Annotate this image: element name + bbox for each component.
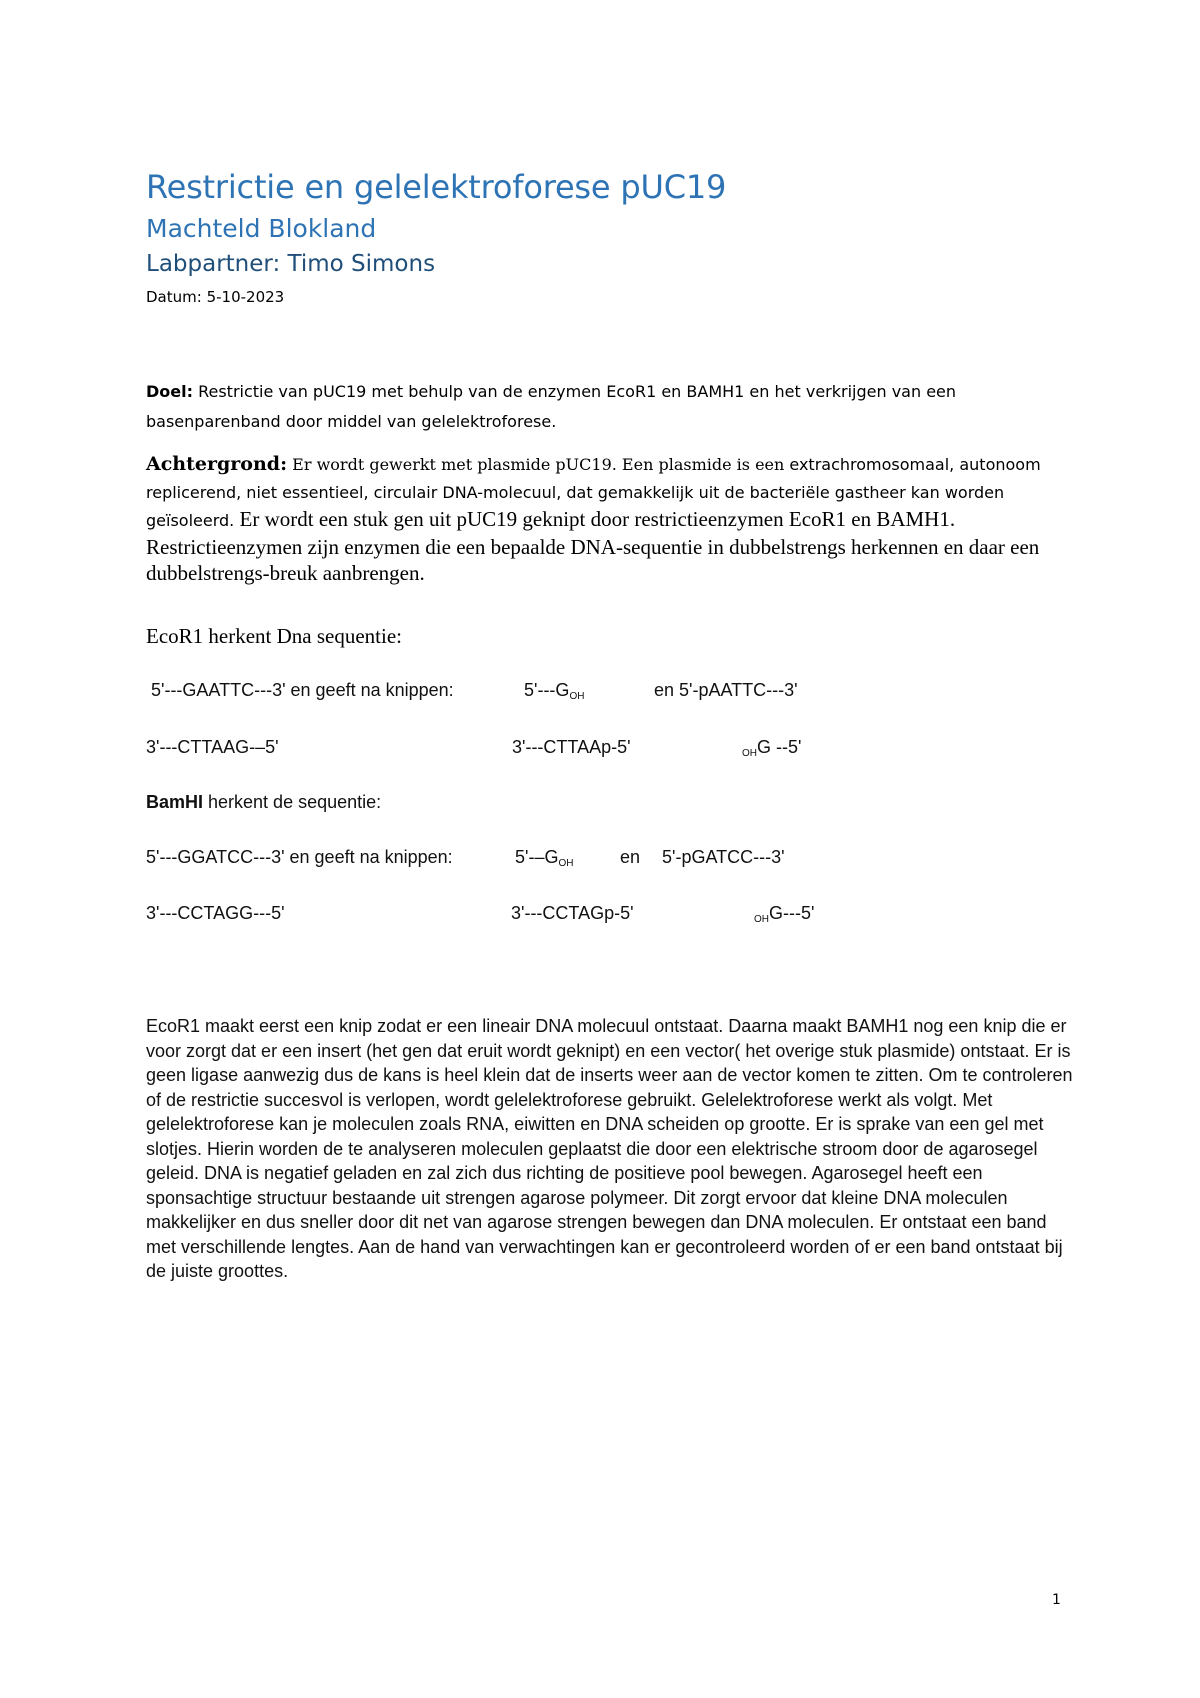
achtergrond-part2: extrachromosomaal, autonoom replicerend, niet essentieel, circulair DNA-molecuul, dat gemakkelijk uit de bacteriële gastheer kan worden geïsoleerd.	[146, 455, 1041, 530]
bamhi-row2-c-sub: OH	[754, 914, 769, 925]
doel-text: Restrictie van pUC19 met behulp van de enzymen EcoR1 en BAMH1 en het verkrijgen van een basenparenband door middel van gelelektroforese.	[146, 382, 957, 431]
ecor1-row2-c: G --5'	[757, 737, 802, 757]
achtergrond-part1: Er wordt gewerkt met plasmide pUC19. Een plasmide is een	[287, 455, 790, 474]
bamhi-row1-and: en	[620, 847, 641, 867]
bamhi-row1-fragment-left	[515, 847, 573, 869]
bamhi-row2-fragment-right	[754, 903, 814, 925]
bamhi-row1-fragment-right: 5'-pGATCC---3'	[662, 847, 785, 867]
page-title: Restrictie en gelelektroforese pUC19	[146, 168, 727, 206]
achtergrond-label: Achtergrond:	[146, 453, 288, 475]
page-number: 1	[1052, 1592, 1061, 1608]
lab-partner: Labpartner: Timo Simons	[146, 251, 436, 277]
ecor1-row1-fragment-right: en 5'-pAATTC---3'	[654, 680, 798, 700]
ecor1-row2-fragment-right	[742, 737, 801, 759]
ecor1-row2-recognition: 3'---CTTAAG-–5'	[146, 737, 279, 757]
author-name: Machteld Blokland	[146, 214, 377, 243]
achtergrond-part3: Er wordt een stuk gen uit pUC19 geknipt door restrictieenzymen EcoR1 en BAMH1. Restrictieenzymen zijn enzymen die een bepaalde DNA-sequentie in dubbelstrengs herkennen en daar een dubbelstrengs-breuk aanbrengen.	[146, 507, 1040, 585]
achtergrond-paragraph	[146, 450, 1076, 586]
bamhi-row1-b-sub: OH	[558, 858, 574, 869]
date-line	[146, 288, 284, 306]
bamhi-row2-fragment-left: 3'---CCTAGp-5'	[511, 903, 634, 923]
ecor1-row1-fragment-left	[524, 680, 584, 702]
bamhi-row1-b: 5'-–G	[515, 847, 559, 867]
bamhi-row1-recognition: 5'---GGATCC---3' en geeft na knippen:	[146, 847, 453, 867]
bamhi-heading-bold: BamHI	[146, 792, 204, 812]
ecor1-row2-c-sub: OH	[742, 748, 757, 759]
doel-paragraph	[146, 377, 1076, 437]
date-label: Datum:	[146, 288, 202, 306]
explanation-paragraph: EcoR1 maakt eerst een knip zodat er een lineair DNA molecuul ontstaat. Daarna maakt BAMH1 nog een knip die er voor zorgt dat er een insert (het gen dat eruit wordt geknipt) en een vector( het overige stuk plasmide) ontstaat. Er is geen ligase aanwezig dus de kans is heel klein dat de inserts weer aan de vector komen te zitten. Om te controleren of de restrictie succesvol is verlopen, wordt gelelektroforese gebruikt. Gelelektroforese werkt als volgt. Met gelelektroforese kan je moleculen zoals RNA, eiwitten en DNA scheiden op grootte. Er is sprake van een gel met slotjes. Hierin worden de te analyseren moleculen geplaatst die door een elektrische stroom door de agarosegel geleid. DNA is negatief geladen en zal zich dus richting de positieve pool bewegen. Agarosegel heeft een sponsachtige structuur bestaande uit strengen agarose polymeer. Dit zorgt ervoor dat kleine DNA moleculen makkelijker en dus sneller door dit net van agarose strengen bewegen dan DNA moleculen. Er ontstaat een band met verschillende lengtes. Aan de hand van verwachtingen kan er gecontroleerd worden of er een band ontstaat bij de juiste groottes.	[146, 1016, 1073, 1281]
ecor1-row1-b-sub: OH	[569, 691, 585, 702]
ecor1-heading: EcoR1 herkent Dna sequentie:	[146, 624, 402, 648]
ecor1-row2-fragment-left: 3'---CTTAAp-5'	[512, 737, 631, 757]
ecor1-row1-b: 5'---G	[524, 680, 570, 700]
bamhi-heading	[146, 792, 381, 813]
bamhi-row2-recognition: 3'---CCTAGG---5'	[146, 903, 285, 923]
date-value: 5-10-2023	[206, 288, 285, 306]
doel-label: Doel:	[146, 382, 194, 401]
bamhi-heading-rest: herkent de sequentie:	[203, 792, 382, 812]
bamhi-row2-c: G---5'	[769, 903, 815, 923]
ecor1-row1-recognition: 5'---GAATTC---3' en geeft na knippen:	[151, 680, 454, 700]
